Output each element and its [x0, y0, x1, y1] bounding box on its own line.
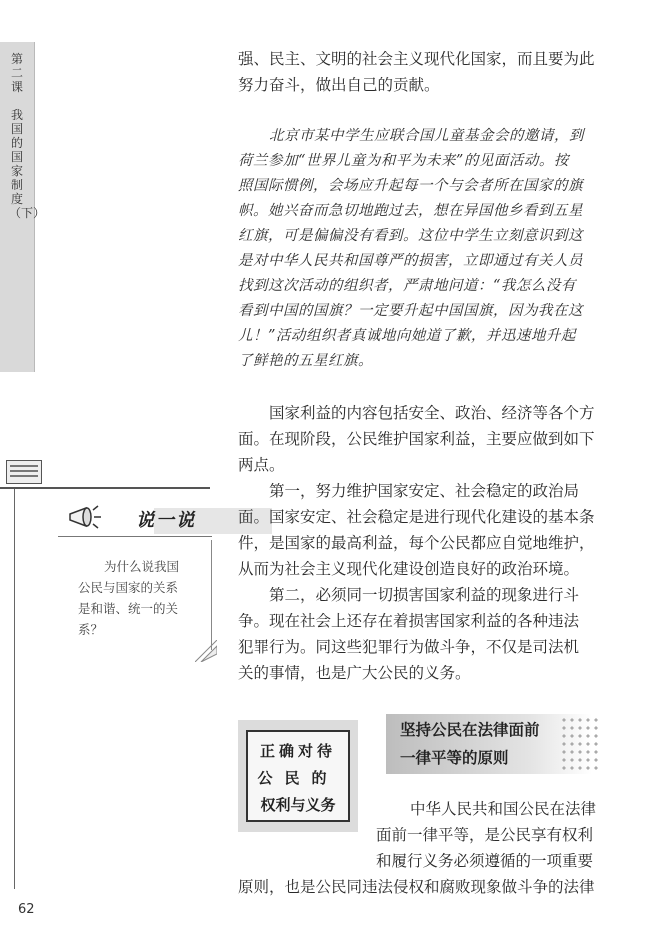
story-line: 帜。她兴奋而急切地跑过去，想在异国他乡看到五星: [238, 203, 583, 219]
story-line: 看到中国的国旗？一定要升起中国国旗，因为我在这: [238, 303, 583, 319]
text-line: 件，是国家的最高利益，每个公民都应自觉地维护，: [238, 534, 595, 552]
text-line: 第一，努力维护国家安定、社会稳定的政治局: [269, 482, 580, 500]
text-line: 和履行义务必须遵循的一项重要: [376, 852, 594, 870]
text-line: 两点。: [238, 456, 285, 474]
text-line: 面前一律平等，是公民享有权利: [376, 826, 594, 844]
body-paragraph-1: [238, 400, 620, 478]
subsection-paragraph: [238, 796, 620, 900]
body-paragraph-2: [238, 478, 620, 582]
text-line: 国家利益的内容包括安全、政治、经济等各个方: [269, 404, 595, 422]
story-line: 荷兰参加“世界儿童为和平为未来”的见面活动。按: [238, 153, 569, 169]
text-line: 强、民主、文明的社会主义现代化国家，而且要为此: [238, 50, 595, 68]
chapter-number: 第二课: [10, 52, 23, 94]
chapter-side-label: [9, 52, 46, 220]
text-line: 面。国家安定、社会稳定是进行现代化建设的基本条: [238, 508, 595, 526]
section-heading-line: 权利与义务: [260, 796, 336, 814]
margin-vertical-rule: [14, 489, 15, 889]
discussion-question: [78, 556, 208, 640]
body-paragraph-3: [238, 582, 620, 686]
page-number: 62: [18, 902, 35, 917]
discussion-box-rule: [211, 540, 212, 650]
intro-paragraph: [238, 46, 620, 98]
section-heading-line: 正确对待: [259, 742, 336, 760]
story-line: 是对中华人民共和国尊严的损害，立即通过有关人员: [238, 253, 583, 269]
text-line: 努力奋斗，做出自己的贡献。: [238, 76, 440, 94]
section-heading-line: 公民的: [257, 769, 339, 787]
subsection-heading: [400, 716, 540, 772]
discussion-line: 公民与国家的关系: [78, 580, 179, 595]
story-line: 了鲜艳的五星红旗。: [238, 353, 373, 369]
margin-divider: [0, 487, 210, 489]
text-line: 原则，也是公民同违法侵权和腐败现象做斗争的法律: [238, 878, 595, 896]
subsection-heading-line: 坚持公民在法律面前: [400, 721, 540, 739]
discussion-box-header: [58, 498, 212, 537]
text-line: 争。现在社会上还存在着损害国家利益的各种违法: [238, 612, 580, 630]
text-line: 从而为社会主义现代化建设创造良好的政治环境。: [238, 560, 580, 578]
text-line: 中华人民共和国公民在法律: [410, 800, 597, 818]
subsection-heading-line: 一律平等的原则: [400, 749, 509, 767]
story-line: 红旗，可是偏偏没有看到。这位中学生立刻意识到这: [238, 228, 583, 244]
text-line: 第二，必须同一切损害国家利益的现象进行斗: [269, 586, 580, 604]
story-line: 北京市某中学生应联合国儿童基金会的邀请，到: [269, 128, 584, 144]
text-line: 关的事情，也是广大公民的义务。: [238, 664, 471, 682]
book-icon: [6, 460, 42, 484]
discussion-line: 系？: [78, 622, 104, 637]
page-curl-icon: [195, 640, 217, 662]
text-line: 犯罪行为。同这些犯罪行为做斗争，不仅是司法机: [238, 638, 580, 656]
discussion-title: 说一说: [136, 510, 196, 531]
discussion-line: 为什么说我国: [104, 559, 180, 574]
story-line: 儿！”活动组织者真诚地向她道了歉，并迅速地升起: [238, 328, 576, 344]
story-line: 找到这次活动的组织者，严肃地问道：“我怎么没有: [238, 278, 576, 294]
dot-pattern: [560, 716, 600, 772]
story-line: 照国际惯例，会场应升起每一个与会者所在国家的旗: [238, 178, 583, 194]
discussion-line: 是和谐、统一的关: [78, 601, 179, 616]
megaphone-icon: [64, 502, 110, 532]
text-line: 面。在现阶段，公民维护国家利益，主要应做到如下: [238, 430, 595, 448]
case-story: [238, 124, 618, 374]
chapter-title: 我国的国家制度（下）: [9, 108, 46, 220]
